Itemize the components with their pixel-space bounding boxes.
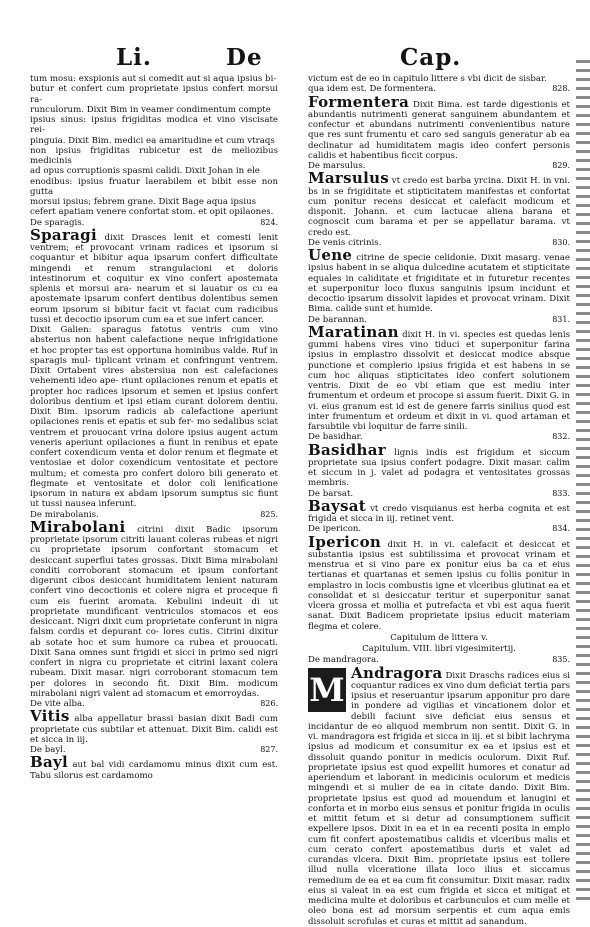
entry-headword: Ipericon (308, 532, 382, 551)
entry-text: qua idem est. De formentera. (308, 84, 436, 95)
entry-text: runculorum. Dixit Bim in veamer condimentum compte (30, 104, 271, 115)
entry-text: dixit H. in vi. calefacit et desiccat et substantia ipsius est subtilissima et provocat vrinam et menstrua et si vino pare ex ponitur eius ba ca et eius tertianas et quartanas et semen ipsius cu foliis ponitur in emplastro in locis combustis igne et vlceribus glutinat ea et consolidat et si desiccatur teritur et superponitur sanat vlcera grossa et mollia et putrefacta et vbi est aqua fuerit sanat. Dixit Badicem proprietate ipsius educit materiam flegma et colere. (308, 539, 571, 632)
entry-text: citrine de specie celidonie. Dixit masarg. venae ipsius habent in se aliqua dulcedine acutatem et stipticitate equales in caliditate et frigiditate et in futuretur recentes et superponitur loco fluxus sanguinis ipsum incidunt et decoctio ipsarum dissolvit lapides et provocat vrinam. Dixit Bima. calide sunt et humide. (308, 253, 570, 315)
entry-paragraph (30, 709, 278, 745)
entry-text: Dixit Galien: sparagus fatotus ventris cum vino absterius non habent calefactione neque infrigidatione et hoc propter tas est opportuna hominibus valde. Ruf in sparagis mul- tiplicant vrinam et confringunt ventrem. Dixit Ortabent vires abstersiua non est calefaciones vehementi ideo ape- riunt opilaciones renum et epatis et propter hoc radices ipsorum et semen et ipsius confert doloribus dentium et ipsi etiam curant dolorem dentiu. Dixit Bim. ipsorum radicis ab calefactione aperiunt opilaciones renis et epatis et sub fer- mo sedalibus sciat ventrem et prouocant vrina dolore ipsius augent actum veneris aperiunt opilaciones a fiunt in renibus et epate confert coxendicum venta et dolor renum et flegmate et ventosiae et dolor coxendicum ventositate et pectore multum; et comesta pro confert doloro bili generato et flegmate et ventositate et dolor coli lenificatione ipsorum in natura ex abdam ipsorum sumptus sic fiunt ut tussi nausea inferunt. (30, 325, 278, 510)
entry-text: enodibus: ipsius fruatur laerabilem et bibit esse non gutta (30, 176, 278, 197)
entry-headword: Basidhar (308, 440, 386, 459)
entry-number: 830. (552, 237, 570, 247)
entry-paragraph (308, 496, 571, 525)
entry-number: 834. (552, 524, 570, 534)
entry-number: 824. (260, 217, 278, 227)
entry-text: tum mosu: exspionis aut si comedit aut si aqua ipsius bi- (30, 74, 277, 84)
entry-text: ipsius sinus: ipsius frigiditas modica et vino viscisate rei- (30, 115, 278, 136)
entry-text: aut bal vidi cardamomu minus dixit cum est. Tabu silorus est cardamomo (30, 760, 278, 781)
text-line (30, 325, 278, 510)
entry-text: vt credo est barba yrcina. Dixit H. in vni. bs in se frigiditate et stipticitatem manifestas et confortat cum ponitur recens desiccat et calefacit modicum et disponit. Johann. et cum lactucae aliena barana et cognoscit cum barama et per se appellatur barama. vt credo est. (308, 176, 570, 238)
entry-text: vt credo visquianus est herba cognita et est frigida et sicca in iij. retinet vent. (308, 503, 571, 524)
entry-text: citrini dixit Badic ipsorum proprietate ipsorum citriti lauant coleras rubeas et nigri cu proprietate ipsorum confortant stomacum et desiccant superflui tates grossas. Dixit Bima mirabolani conditi corroborant stomacum et ipsum confortant digerunt cibos desiccant humiditatem lenient naturam confert vino decoctionis et colere nigra et proceque fi cum eis fuerint aromata. Kebulini indeuit di ut proprietate mundificant ventriculos stomacos et eos desiccant. Nigri dixit cum proprietate conferunt in nigra falsm cordis et depurant co- lores cutis. Citrini dixitur ab sotate hoc et sum humore ca rubea et prouocati. Dixit Sana omnes sunt frigidi et sicci in primo sed nigri confert in nigra cu proprietate et citrini laxant colera rubeam. Dixit masar. nigri corroborant stomacum tem per dolores in secondo fit. Dixit Bim. modicum mirabolani nigri valent ad stomacum et emorroydas. (30, 524, 279, 699)
entry-headword: Maratinan (308, 322, 399, 341)
entry-paragraph (308, 92, 570, 162)
entry-headword: Andragora (351, 663, 443, 682)
entry-number: 826. (260, 699, 278, 708)
running-head-de: De (226, 44, 263, 71)
entry-paragraph (308, 248, 570, 315)
entry-text: lignis indis est frigidum et siccum proprietate sua ipsius confert podagre. Dixit masar. calim et siccum in j. valet ad podagra et ventositates grossas membris. (308, 447, 570, 489)
text-line (308, 644, 570, 654)
entry-text: De basidhar. (308, 432, 363, 443)
text-line (30, 166, 278, 176)
text-line (30, 84, 278, 105)
entry-headword: Formentera (308, 92, 410, 111)
entry-text: pinguia. Dixit Bim. medici ea amaritudine et cum vtraqs (30, 135, 275, 146)
entry-text: De vite alba. (30, 699, 85, 709)
text-line (30, 146, 278, 167)
entry-paragraph (308, 663, 570, 927)
running-head-book-number: Li. (116, 44, 152, 71)
entry-text: alba appellatur brassi basian dixit Badi cum proprietate cus subtilar et attenuat. Dixit Bim. calidi est et sicca in iij. (30, 714, 278, 745)
entry-text: De venis citrinis. (308, 237, 382, 248)
text-line (30, 74, 278, 84)
entry-text: victum est de eo in capitulo littere s vbi dicit de sisbar. (308, 74, 547, 84)
running-head-chapter: Cap. (400, 44, 462, 71)
entry-headword: Sparagi (30, 225, 97, 244)
text-line (308, 633, 570, 643)
entry-headword: Bayl (30, 753, 69, 772)
text-line (30, 197, 278, 207)
entry-text: dixit H. in vi. species est quedas lenis gummi habens vires vino tiduci et superponitur farina ipsius in emplastro dissolvit et desiccat modice absque punctione et complerio ipsius frigida et est habens in se cum hoc aliquas stipticitates ideo confert solutionem ventris. Dixit de eo vbi etiam que est mediu inter frumentum et ordeum et procope si assum fuerit. Dixit G. in vi. eius granum est id est de genere farris sinilius quod est inter frumentum et ordeum et dixit in vi. quod artaman et farsubtile vbi loquitur de farre sinili. (308, 329, 570, 432)
entry-text: De barannan. (308, 314, 368, 325)
text-line (30, 105, 278, 115)
text-line (30, 136, 278, 146)
entry-text: De bayl. (30, 745, 66, 755)
entry-headword: Baysat (308, 496, 367, 515)
entry-number: 829. (552, 161, 570, 170)
entry-text: butur et confert cum proprietate ipsius confert morsui ra- (30, 84, 278, 105)
text-line (30, 177, 278, 198)
decorated-initial: M (308, 668, 346, 712)
entry-headword: Uene (308, 246, 353, 264)
left-text-column (30, 74, 278, 892)
entry-paragraph (30, 517, 279, 699)
entry-text: Dixit Draschs radices eius si coquantur radices ex vino dum deficiat tertia pars ipsius et reseruantur ipsarum apponitur pro dare in pondere ad vigilias et vincationem dolor et debili faciunt sive deficiat eius sensus et incidantur de eo aliquod membrum non sentit. Dixit G. in vi. mandragora est frigida et sicca in iij. et si bibit lachryma ipsius ad modicum et consumitur ex ea et ipsius est et dissoluit quando ponitur in medicis oculorum. Dixit Ruf. proprietate ipsius est quod expellit humores et conatur ad aperiendum et laborant in medicinis oculorum et medicis mingendi et si mulier de ea in citate dando. Dixit Bim. proprietate ipsius est quod ad mouendum et lanugini et conforta et in morbo eius sensus et ponitur frigida in oculis et mittit fetum et si detur ad consumptionem sufficit expellere ipsos. Dixit in ea et in ea recenti posita in emplo cum fit confert apostematibus calidis et vlceribus malis et cum cerato confert apostematibus duris et valet ad curandas vlcera. Dixit Bim. proprietate ipsius est tollere illud nulla vlceratione illata loco ilius et siccamus remedium de ea et ea cum fit consumitur. Dixit masar. radix eius si valeat in ea est cum frigida et sicca et mitigat et medicina multe et doloribus et carbunculos et cum melle et oleo bona est ad morsum serpentis et cum aqua emis dissoluit scrofulas et curas et mittit ad sanandum. (308, 670, 570, 927)
text-line (308, 74, 570, 84)
entry-text: De ipericon. (308, 524, 362, 535)
entry-number: 825. (260, 509, 278, 519)
entry-text: non ipsius frigiditas rubicetur est de meliozibus medicinis (30, 145, 278, 166)
entry-text: De mandragora. (308, 655, 379, 666)
entry-paragraph (308, 532, 571, 632)
entry-headword: Mirabolani (30, 517, 126, 536)
entry-text: De marsulus. (308, 161, 366, 171)
entry-text: Dixit Bima. est tarde digestionis et abundantis nutrimenti generat sanguinem abundantem et confectur et abundans nutrimenti convenientibus nature que res sunt frumentu et caro sed sanguis generatur ab ea declinatur ad humiditatem magis ideo confert personis calidis et habentibus ficcit corpus. (308, 99, 570, 161)
entry-number: 832. (552, 432, 570, 442)
entry-text: Capitulum de littera v. (390, 632, 488, 643)
entry-paragraph (308, 322, 570, 433)
entry-number: 827. (260, 745, 278, 754)
entry-headword: Marsulus (308, 169, 390, 188)
entry-paragraph (308, 440, 570, 489)
entry-text: De sparagis. (30, 217, 85, 228)
page-edge-shadow (576, 60, 590, 900)
entry-text: morsui ipsius; febrem grane. Dixit Bage aqua ipsius (30, 197, 257, 207)
entry-text: Capitulum. VIII. libri vigesimitertij. (362, 644, 516, 654)
text-line (30, 115, 278, 136)
entry-text: De barsat. (308, 488, 354, 499)
right-text-column (308, 74, 571, 927)
entry-number: 833. (552, 488, 570, 498)
entry-text: cefert apatiam venere confortat stom. et opit opilaones. (30, 207, 274, 218)
entry-text: De mirabolanis. (30, 509, 99, 520)
entry-text: ad opus corruptionis spasmi calidi. Dixit Johan in ele (30, 166, 260, 177)
entry-headword: Vitis (30, 707, 70, 726)
entry-text: dixit Drasces lenit et comesti lenit ventrem; et provocant vrinam radices et ipsorum si coquantur et bibitur aqua ipsarum confert difficultate mingendi et renum strangulacioni et doloris intestinorum et coquitur ex vino confert apostemata splenis et morsui ara- nearum et si lauatur os cu ea apostemate ipsarum confert dentibus dolentibus semen eorum ipsorum si bibitur facit vt faciat cum radicibus tussi et decoctio ipsorum cum ea et sue infert cancer. (30, 232, 279, 325)
entry-number: 828. (552, 84, 570, 94)
entry-number: 835. (552, 655, 570, 665)
entry-paragraph (308, 171, 570, 238)
entry-paragraph (30, 755, 278, 781)
text-line (30, 207, 278, 217)
entry-paragraph (30, 225, 279, 325)
entry-number: 831. (552, 314, 570, 324)
